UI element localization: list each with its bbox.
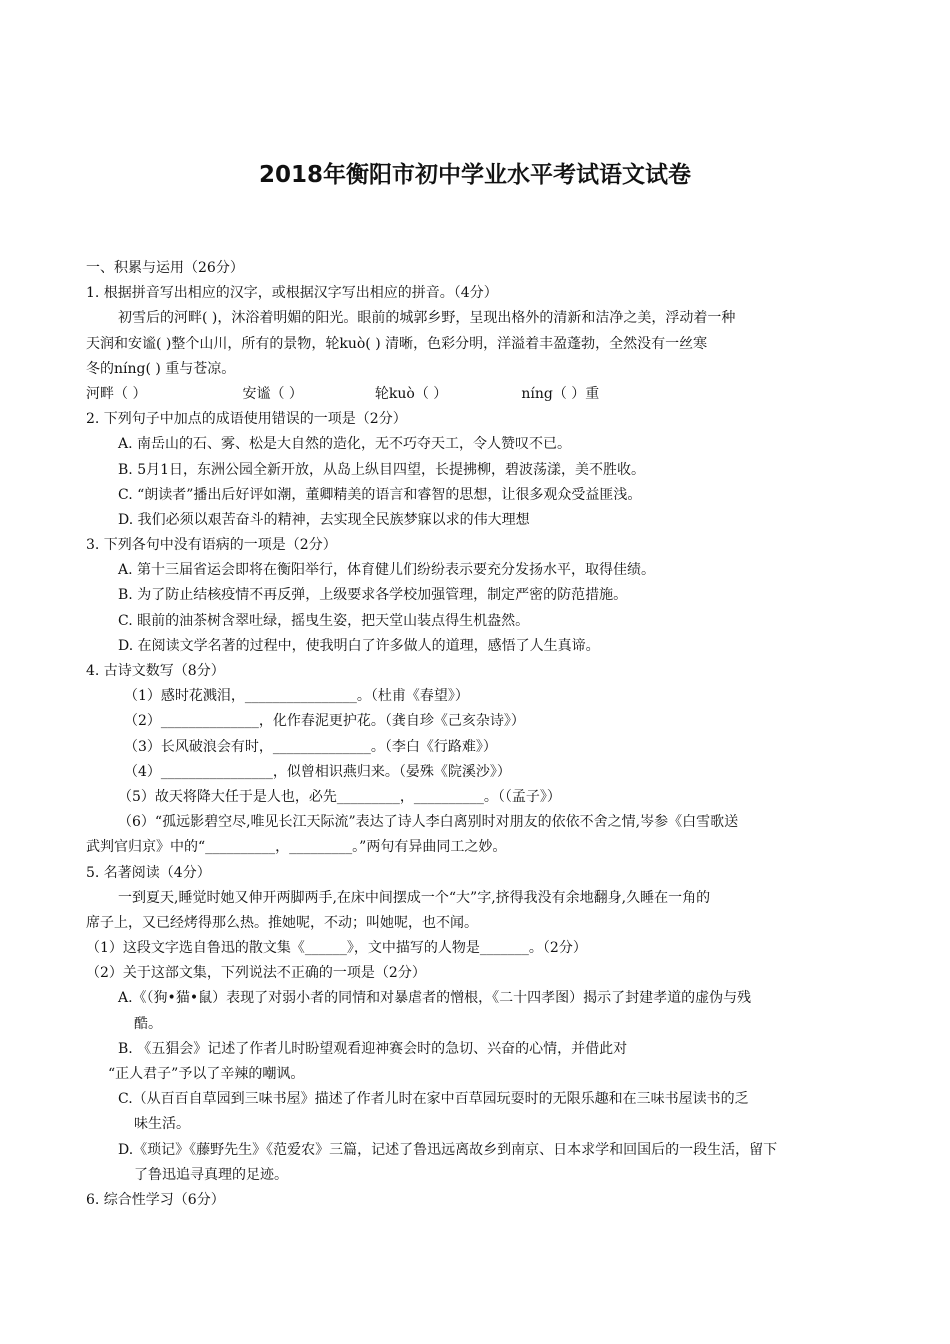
exam-content	[86, 256, 868, 1213]
q1-answer-blank[interactable]: 轮kuò（ ）	[374, 385, 448, 402]
q5-sub-question: （2）关于这部文集，下列说法不正确的一项是（2分）	[86, 965, 426, 982]
q5-passage-line: 席子上，又已经烤得那么热。推她呢，不动；叫她呢，也不闻。	[86, 914, 478, 931]
q1-answer-blank[interactable]: 安谧（ ）	[242, 385, 303, 402]
q3-option-c[interactable]: C. 眼前的油茶树含翠吐绿，摇曳生姿，把天堂山装点得生机盎然。	[118, 612, 530, 629]
q4-item[interactable]: （3）长风破浪会有时，______________。（李白《行路难》）	[124, 738, 497, 755]
q6-stem: 6. 综合性学习（6分）	[86, 1191, 225, 1208]
q5-option-c[interactable]: C.（从百百自草园到三味书屋》描述了作者儿时在家中百草园玩耍时的无限乐趣和在三味书屋读书的乏	[118, 1091, 749, 1108]
q5-sub-question[interactable]: （1）这段文字选自鲁迅的散文集《______》，文中描写的人物是_______。（2分）	[86, 940, 587, 957]
q2-stem: 2. 下列句子中加点的成语使用错误的一项是（2分）	[86, 411, 407, 428]
q2-option-b[interactable]: B. 5月1日，东洲公园全新开放，从岛上纵目四望，长提拂柳，碧波荡漾，美不胜收。	[118, 461, 646, 478]
q1-stem: 1. 根据拼音写出相应的汉字，或根据汉字写出相应的拼音。（4分）	[86, 285, 498, 302]
q1-answer-blank[interactable]: 河畔（ ）	[86, 385, 147, 402]
page-title: 2018年衡阳市初中学业水平考试语文试卷	[258, 162, 691, 188]
q4-item[interactable]: （5）故天将降大任于是人也，必先_________，__________。（（孟子》）	[118, 788, 561, 805]
q4-stem: 4. 古诗文数写（8分）	[86, 663, 225, 679]
q2-option-c[interactable]: C. “朗读者”播出后好评如潮，董卿精美的语言和睿智的思想，让很多观众受益匪浅。	[118, 486, 642, 503]
q1-passage-line: 天润和安谧( )整个山川，所有的景物，轮kuò( ) 清晰，色彩分明，洋溢着丰盈蓬勃，全然没有一丝寒	[86, 335, 708, 352]
q2-option-a[interactable]: A. 南岳山的石、雾、松是大自然的造化，无不巧夺天工，令人赞叹不已。	[118, 436, 572, 453]
q5-option-c-cont: 味生活。	[134, 1116, 190, 1133]
q4-item[interactable]: （2）______________，化作春泥更护花。（龚自珍《己亥杂诗》）	[124, 713, 525, 730]
q5-stem: 5. 名著阅读（4分）	[86, 864, 211, 881]
q5-option-b-cont: “正人君子”予以了辛辣的嘲讽。	[108, 1066, 305, 1082]
q1-passage-line: 初雪后的河畔( )，沐浴着明媚的阳光。眼前的城郭乡野，呈现出格外的清新和洁净之美，浮动着一种	[118, 310, 736, 327]
q5-option-d-cont: 了鲁迅追寻真理的足迹。	[134, 1166, 288, 1183]
q1-answer-blank[interactable]: níng（ ）重	[521, 385, 600, 402]
q4-item[interactable]: 武判官归京》中的“__________，_________。”两句有异曲同工之妙。	[86, 839, 507, 856]
q5-option-d[interactable]: D.《琐记》《藤野先生》《范爱农》三篇，记述了鲁迅远离故乡到南京、日本求学和回国后的一段生活，留下	[118, 1141, 778, 1158]
q1-passage-line: 冬的níng( ) 重与苍凉。	[86, 360, 236, 377]
q3-option-a[interactable]: A. 第十三届省运会即将在衡阳举行，体育健儿们纷纷表示要充分发扬水平，取得佳绩。	[118, 562, 656, 579]
q5-option-b[interactable]: B. 《五猖会》记述了作者儿时盼望观看迎神赛会时的急切、兴奋的心情，并借此对	[118, 1040, 628, 1057]
q3-stem: 3. 下列各句中没有语病的一项是（2分）	[86, 537, 337, 554]
q5-passage-line: 一到夏天,睡觉时她又伸开两脚两手,在床中间摆成一个“大”字,挤得我没有余地翻身,久睡在一角的	[118, 889, 711, 906]
q4-item[interactable]: （4）________________，似曾相识燕归来。（晏殊《院溪沙》）	[124, 763, 511, 780]
q5-option-a-cont: 酷。	[134, 1015, 162, 1032]
q2-option-d[interactable]: D. 我们必须以艰苦奋斗的精神，去实现全民族梦寐以求的伟大理想	[118, 511, 530, 528]
q5-option-a[interactable]: A.《（狗•猫•鼠）表现了对弱小者的同情和对暴虐者的憎根，《二十四孝图）揭示了封建孝道的虚伪与残	[118, 990, 752, 1007]
q3-option-d[interactable]: D. 在阅读文学名著的过程中，使我明白了许多做人的道理，感悟了人生真谛。	[118, 637, 600, 654]
q3-option-b[interactable]: B. 为了防止结核疫情不再反弹，上级要求各学校加强管理，制定严密的防范措施。	[118, 587, 628, 604]
q4-item[interactable]: （1）感时花溅泪，________________。（杜甫《春望》）	[124, 688, 469, 705]
section-heading: 一、积累与运用（26分）	[86, 260, 244, 276]
q1-answer-row	[86, 382, 868, 407]
q4-item[interactable]: （6）“孤远影碧空尽,唯见长江天际流”表达了诗人李白离别时对朋友的依依不舍之情,岑参《白雪歌送	[118, 814, 739, 831]
